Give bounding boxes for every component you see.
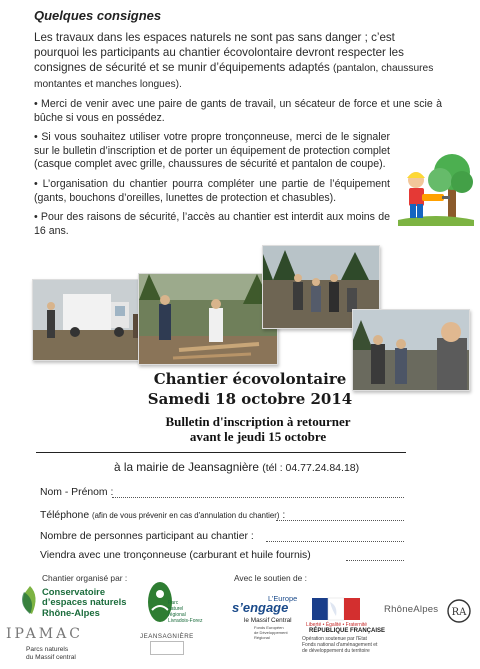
form-phone-label	[40, 510, 285, 521]
jeansagniere-emblem	[150, 641, 184, 655]
safety-rules-list	[34, 98, 442, 244]
form-phone-suffix: :	[279, 510, 286, 521]
pnmc-label	[26, 646, 76, 662]
event-date: Samedi 18 octobre 2014	[147, 390, 353, 408]
europe-logo	[232, 596, 304, 638]
rf-support-note: Opération soutenue par l'Etat Fonds national d'aménagement et de développement du territoire	[302, 636, 378, 654]
pnmc-line1: Parcs naturels	[26, 646, 69, 653]
europe-main: s’engage	[232, 600, 289, 615]
section-heading: Quelques consignes	[34, 8, 162, 23]
form-phone-field[interactable]	[276, 520, 404, 521]
intro-main-text: Les travaux dans les espaces naturels ne sont pas sans danger ; c’est pourquoi les participants au chantier écovolontaire devront respecter les consignes de sécurité et se munir d’équipements adaptés	[34, 31, 404, 74]
cen-name-line2: d’espaces naturels	[42, 596, 127, 607]
registration-title: Bulletin d'inscription à retourner	[165, 414, 351, 429]
pnmc-line2: du Massif central	[26, 654, 76, 661]
form-name-label: Nom - Prénom :	[40, 487, 114, 498]
park-name	[168, 600, 202, 624]
intro-detail-text: (pantalon, chaussures montantes et manches longues).	[34, 63, 434, 90]
safety-rule-chainsaw: • Si vous souhaitez utiliser votre propre tronçonneuse, merci de le signaler sur le bulletin d’inscription et de porter un équipement de protection complet (casque complet avec grille, chaussures de sécurité et pantalon de coupe).	[34, 131, 390, 171]
return-address-text: à la mairie de Jeansagnière	[114, 460, 263, 474]
return-address	[114, 460, 359, 474]
form-count-field[interactable]	[266, 541, 404, 542]
cen-name-line1: Conservatoire	[42, 586, 106, 597]
rf-name: RÉPUBLIQUE FRANÇAISE	[309, 628, 386, 634]
rf-motto: Liberté • Égalité • Fraternité	[306, 622, 368, 628]
form-chainsaw-label: Viendra avec une tronçonneuse (carburant et huile fournis)	[40, 550, 311, 561]
divider	[36, 452, 406, 453]
rhone-alpes-mark-text: RA	[451, 607, 467, 618]
registration-date: avant le jeudi 15 octobre	[189, 429, 327, 444]
cen-leaf-icon	[20, 586, 40, 616]
form-phone-note: (afin de vous prévenir en cas d'annulation du chantier)	[92, 511, 280, 520]
jeansagniere-logo: JEANSAGNIÈRE	[140, 633, 194, 640]
europe-fund-line2: de Développement Régional	[254, 630, 288, 640]
safety-rule-age: • Pour des raisons de sécurité, l’accès au chantier est interdit aux moins de 16 ans.	[34, 211, 390, 237]
intro-paragraph	[34, 30, 442, 92]
cen-region: Rhône-Alpes	[42, 607, 100, 618]
europe-fund-line1: Fonds Européen	[254, 625, 284, 630]
europe-top: L’Europe	[268, 594, 298, 603]
ipamac-logo: IPAMAC	[6, 626, 83, 642]
europe-region: le Massif Central	[244, 617, 292, 624]
cen-name	[42, 587, 126, 607]
event-title-block	[100, 369, 400, 409]
park-line1: Parc	[168, 600, 179, 606]
photo-volunteers-van	[32, 279, 150, 361]
form-chainsaw-field[interactable]	[346, 560, 404, 561]
form-count-label: Nombre de personnes participant au chantier :	[40, 531, 254, 542]
cen-logo	[20, 584, 132, 618]
safety-rule-equipment: • L’organisation du chantier pourra compléter une partie de l’équipement (gants, bouchons d’oreilles, lunettes de protection et chasubles).	[34, 177, 390, 204]
event-title: Chantier écovolontaire	[153, 370, 347, 388]
rhone-alpes-logo: RhôneAlpes	[384, 604, 439, 615]
safety-rule-gloves: • Merci de venir avec une paire de gants de travail, un sécateur de force et une scie à bûche si vous en possédez.	[34, 98, 442, 124]
organized-by-label: Chantier organisé par :	[42, 573, 128, 583]
park-line2: naturel	[168, 606, 184, 612]
park-line4: Livradois-Forez	[168, 618, 203, 624]
supported-by-label: Avec le soutien de :	[234, 573, 307, 583]
rhone-alpes-mark-icon	[446, 599, 472, 623]
form-phone-label-text: Téléphone	[40, 510, 92, 521]
form-name-field[interactable]	[112, 497, 404, 498]
park-line3: régional	[168, 612, 186, 618]
europe-fund	[254, 625, 304, 640]
registration-deadline	[108, 414, 408, 444]
return-address-phone: (tél : 04.77.24.84.18)	[262, 462, 360, 474]
photo-volunteers-cutting	[138, 273, 278, 365]
lumberjack-illustration	[396, 150, 474, 226]
